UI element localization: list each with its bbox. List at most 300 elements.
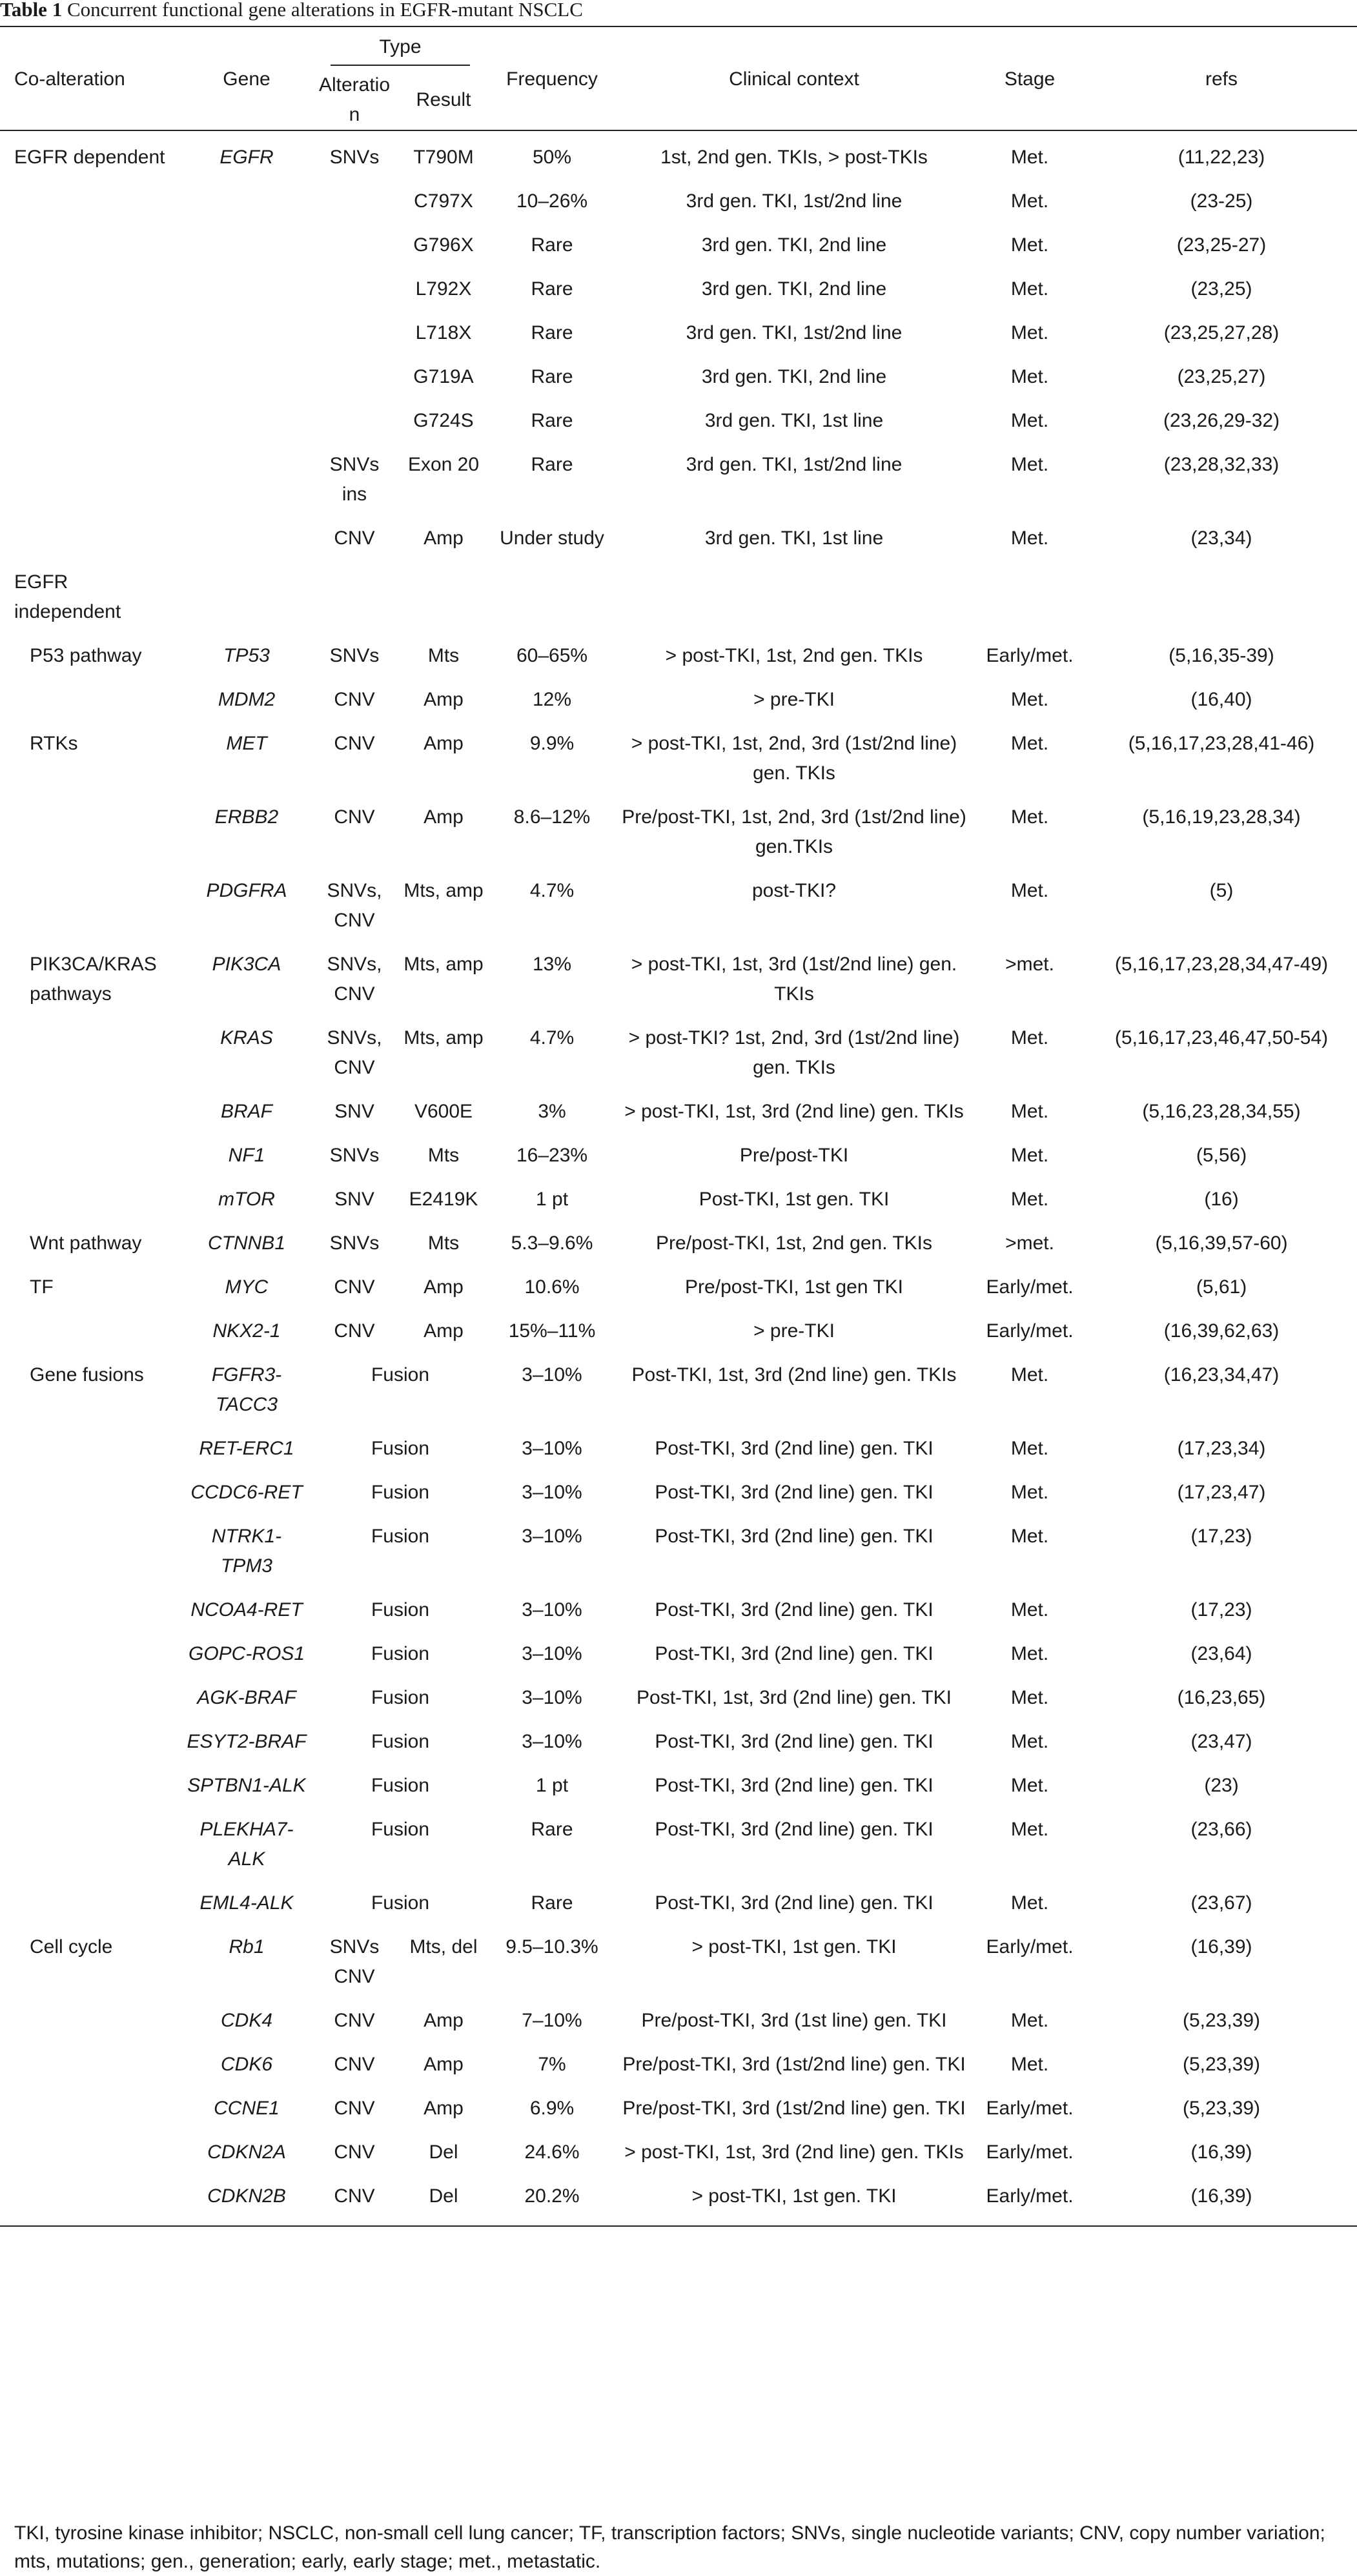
clinical-context-cell: 3rd gen. TKI, 2nd line: [701, 234, 887, 256]
alteration-cell: CNV: [334, 1276, 375, 1298]
gene-cell: AGK-BRAF: [197, 1687, 296, 1708]
co-alteration-cell: [0, 1522, 182, 1595]
refs-cell: (17,23,34): [1177, 1438, 1266, 1459]
refs-cell: (5,16,17,23,28,41-46): [1128, 733, 1315, 754]
clinical-context-cell: Post-TKI, 1st, 3rd (2nd line) gen. TKIs: [631, 1364, 957, 1385]
frequency-cell: 4.7%: [529, 1027, 575, 1048]
alteration-cell: SNVs, CNV: [327, 1027, 382, 1078]
gene-cell: PIK3CA: [212, 954, 281, 975]
co-alteration-cell: [0, 2050, 182, 2094]
table-row: [0, 1888, 1357, 1932]
stage-cell: Met.: [1010, 1027, 1049, 1048]
refs-cell: (5,16,17,23,28,34,47-49): [1114, 954, 1329, 975]
clinical-context-cell: Post-TKI, 3rd (2nd line) gen. TKI: [655, 1775, 934, 1796]
gene-cell: [182, 362, 311, 406]
clinical-context-cell: > post-TKI, 1st gen. TKI: [691, 1936, 897, 1958]
clinical-context-cell: 3rd gen. TKI, 2nd line: [701, 278, 887, 300]
alteration-cell: [311, 274, 398, 318]
stage-cell: Met.: [1010, 2010, 1049, 2031]
frequency-cell: 10–26%: [516, 190, 588, 212]
table-row: [0, 362, 1357, 406]
refs-cell: (5,23,39): [1182, 2010, 1261, 2031]
gene-cell: CDK4: [220, 2010, 273, 2031]
table-row: [0, 802, 1357, 876]
frequency-cell: 3–10%: [522, 1364, 582, 1385]
co-alteration-cell: [0, 876, 182, 950]
co-alteration-cell: [0, 187, 182, 230]
alteration-cell: CNV: [334, 2142, 375, 2163]
alteration-cell: CNV: [334, 1320, 375, 1342]
alteration-cell: [311, 362, 398, 406]
frequency-cell: 3%: [538, 1101, 566, 1122]
table-caption: [0, 0, 1357, 25]
refs-cell: (23,66): [1190, 1819, 1252, 1840]
alterations-table: [0, 26, 1357, 2227]
table-row: [0, 2050, 1357, 2094]
frequency-cell: 3–10%: [522, 1438, 582, 1459]
table-row: [0, 1360, 1357, 1434]
co-alteration-cell: [0, 1141, 182, 1185]
refs-cell: (5,16,39,57-60): [1155, 1232, 1288, 1254]
table-row: [0, 1229, 1357, 1273]
clinical-context-cell: Pre/post-TKI, 1st, 2nd gen. TKIs: [656, 1232, 932, 1254]
alteration-cell: SNVs: [329, 1232, 380, 1254]
table-row: [0, 1639, 1357, 1683]
stage-cell: Met.: [1010, 147, 1049, 168]
gene-cell: [182, 524, 311, 567]
refs-cell: (16,39): [1190, 1936, 1252, 1958]
table-row: [0, 1273, 1357, 1316]
table-row: [0, 1522, 1357, 1595]
result-cell: Amp: [423, 806, 464, 828]
table-row: [0, 450, 1357, 524]
alteration-cell: SNVs, CNV: [327, 880, 382, 931]
table-row: [0, 641, 1357, 685]
result-cell: Mts: [427, 1145, 460, 1166]
fusion-type-cell: Fusion: [371, 1687, 430, 1708]
gene-cell: mTOR: [218, 1189, 275, 1210]
table-row: [0, 1434, 1357, 1478]
table-row: [0, 406, 1357, 450]
alteration-cell: CNV: [334, 2054, 375, 2075]
gene-cell: GOPC-ROS1: [188, 1643, 305, 1664]
gene-cell: [182, 450, 311, 524]
co-alteration-cell: [0, 1727, 182, 1771]
gene-cell: MDM2: [218, 689, 276, 710]
clinical-context-cell: Post-TKI, 3rd (2nd line) gen. TKI: [655, 1438, 934, 1459]
result-cell: Amp: [423, 2054, 464, 2075]
result-cell: Amp: [423, 527, 464, 549]
refs-cell: (5,61): [1196, 1276, 1247, 1298]
table-row: [0, 1141, 1357, 1185]
fusion-type-cell: Fusion: [371, 1526, 430, 1547]
fusion-type-cell: Fusion: [371, 1643, 430, 1664]
co-alteration-cell: [0, 524, 182, 567]
table-footnote: TKI, tyrosine kinase inhibitor; NSCLC, non-small cell lung cancer; TF, transcription factors; SNVs, single nucleotide variants; CNV, copy number variation; mts, mutations; gen., generation; early, early stage; met., metastatic.: [14, 2522, 1325, 2572]
stage-cell: Met.: [1010, 1775, 1049, 1796]
frequency-cell: Rare: [531, 454, 573, 475]
stage-cell: Met.: [1010, 1731, 1049, 1752]
gene-cell: MYC: [225, 1276, 269, 1298]
frequency-cell: Rare: [531, 234, 573, 256]
co-alteration-cell: [0, 1434, 182, 1478]
co-alteration-cell: TF: [30, 1276, 54, 1298]
clinical-context-cell: 3rd gen. TKI, 1st/2nd line: [686, 322, 903, 343]
refs-cell: (23): [1204, 1775, 1239, 1796]
clinical-context-cell: > post-TKI, 1st, 2nd, 3rd (1st/2nd line) gen. TKIs: [631, 733, 957, 784]
gene-cell: CTNNB1: [207, 1232, 285, 1254]
result-cell: Amp: [423, 1320, 464, 1342]
gene-cell: EGFR: [219, 147, 274, 168]
result-cell: Exon 20: [407, 454, 480, 475]
result-cell: Mts: [427, 1232, 460, 1254]
frequency-cell: 12%: [532, 689, 572, 710]
co-alteration-cell: RTKs: [30, 733, 78, 754]
gene-cell: RET-ERC1: [199, 1438, 294, 1459]
table-row: [0, 130, 1357, 187]
result-cell: T790M: [413, 147, 474, 168]
table-row: [0, 2006, 1357, 2050]
frequency-cell: 9.9%: [529, 733, 575, 754]
stage-cell: Met.: [1010, 1101, 1049, 1122]
result-cell: Mts, amp: [403, 954, 484, 975]
result-cell: Amp: [423, 2098, 464, 2119]
refs-cell: (23,28,32,33): [1163, 454, 1280, 475]
clinical-context-cell: > post-TKI, 1st, 3rd (2nd line) gen. TKIs: [624, 1101, 964, 1122]
stage-cell: Met.: [1010, 190, 1049, 212]
gene-cell: KRAS: [220, 1027, 273, 1048]
clinical-context-cell: > post-TKI? 1st, 2nd, 3rd (1st/2nd line) gen. TKIs: [628, 1027, 960, 1078]
co-alteration-cell: [0, 1771, 182, 1815]
clinical-context-cell: Post-TKI, 3rd (2nd line) gen. TKI: [655, 1643, 934, 1664]
clinical-context-cell: 3rd gen. TKI, 1st line: [704, 527, 884, 549]
stage-cell: Met.: [1010, 234, 1049, 256]
co-alteration-cell: [0, 1639, 182, 1683]
fusion-type-cell: Fusion: [371, 1731, 430, 1752]
clinical-context-cell: [615, 567, 974, 641]
gene-cell: CCDC6-RET: [190, 1482, 303, 1503]
frequency-cell: 3–10%: [522, 1482, 582, 1503]
co-alteration-cell: Gene fusions: [30, 1364, 144, 1385]
table-row: [0, 1023, 1357, 1097]
co-alteration-cell: [0, 2006, 182, 2050]
result-cell: G796X: [413, 234, 474, 256]
refs-cell: (5,56): [1196, 1145, 1247, 1166]
refs-cell: (23,25): [1190, 278, 1252, 300]
frequency-cell: 20.2%: [524, 2185, 580, 2207]
result-cell: Amp: [423, 2010, 464, 2031]
table-row: [0, 2138, 1357, 2182]
table-row: [0, 1185, 1357, 1229]
result-cell: Amp: [423, 733, 464, 754]
refs-cell: (5,16,23,28,34,55): [1142, 1101, 1301, 1122]
table-row: [0, 1771, 1357, 1815]
co-alteration-cell: [0, 1316, 182, 1360]
fusion-type-cell: Fusion: [371, 1892, 430, 1914]
co-alteration-cell: [0, 1478, 182, 1522]
frequency-cell: 60–65%: [516, 645, 588, 666]
refs-cell: (16,23,65): [1177, 1687, 1266, 1708]
result-cell: E2419K: [409, 1189, 478, 1210]
gene-cell: EML4-ALK: [199, 1892, 294, 1914]
clinical-context-cell: Post-TKI, 1st, 3rd (2nd line) gen. TKI: [637, 1687, 952, 1708]
co-alteration-cell: [0, 2138, 182, 2182]
header-type-label: Type: [331, 32, 470, 66]
result-cell: Mts, amp: [403, 880, 484, 901]
stage-cell: Met.: [1010, 880, 1049, 901]
table-row: [0, 230, 1357, 274]
frequency-cell: 3–10%: [522, 1643, 582, 1664]
alteration-cell: SNV: [334, 1189, 374, 1210]
clinical-context-cell: Pre/post-TKI, 1st gen TKI: [685, 1276, 903, 1298]
alteration-cell: SNVs ins: [329, 454, 380, 505]
clinical-context-cell: > post-TKI, 1st, 3rd (1st/2nd line) gen. TKIs: [631, 954, 957, 1005]
alteration-cell: CNV: [334, 806, 375, 828]
alteration-cell: CNV: [334, 2098, 375, 2119]
table-row: [0, 1316, 1357, 1360]
refs-cell: (5,23,39): [1182, 2054, 1261, 2075]
table-row: [0, 1683, 1357, 1727]
frequency-cell: 3–10%: [522, 1526, 582, 1547]
co-alteration-cell: [0, 450, 182, 524]
gene-cell: [182, 274, 311, 318]
co-alteration-cell: [0, 1888, 182, 1932]
co-alteration-cell: [0, 318, 182, 362]
clinical-context-cell: 1st, 2nd gen. TKIs, > post-TKIs: [660, 147, 928, 168]
co-alteration-cell: [0, 1185, 182, 1229]
stage-cell: Early/met.: [986, 645, 1074, 666]
gene-cell: CCNE1: [214, 2098, 280, 2119]
clinical-context-cell: > pre-TKI: [753, 1320, 835, 1342]
gene-cell: ESYT2-BRAF: [187, 1731, 307, 1752]
co-alteration-cell: Wnt pathway: [30, 1232, 142, 1254]
table-row: [0, 318, 1357, 362]
co-alteration-cell: EGFR dependent: [14, 147, 165, 168]
stage-cell: Met.: [1010, 733, 1049, 754]
alteration-cell: CNV: [334, 2010, 375, 2031]
refs-cell: (23,47): [1190, 1731, 1252, 1752]
result-cell: Del: [429, 2185, 458, 2207]
co-alteration-cell: [0, 230, 182, 274]
table-row: [0, 567, 1357, 641]
clinical-context-cell: Post-TKI, 3rd (2nd line) gen. TKI: [655, 1892, 934, 1914]
result-cell: Amp: [423, 1276, 464, 1298]
clinical-context-cell: > pre-TKI: [753, 689, 835, 710]
frequency-cell: Rare: [531, 1819, 573, 1840]
stage-cell: Early/met.: [986, 1936, 1074, 1958]
fusion-type-cell: Fusion: [371, 1775, 430, 1796]
clinical-context-cell: 3rd gen. TKI, 2nd line: [701, 366, 887, 387]
alteration-cell: SNVs CNV: [329, 1936, 380, 1987]
result-cell: Mts, del: [409, 1936, 478, 1958]
stage-cell: Met.: [1010, 1687, 1049, 1708]
result-cell: [398, 567, 489, 641]
refs-cell: (23,25-27): [1176, 234, 1267, 256]
result-cell: V600E: [414, 1101, 473, 1122]
refs-cell: (16,39): [1190, 2142, 1252, 2163]
result-cell: C797X: [414, 190, 473, 212]
stage-cell: Met.: [1010, 1482, 1049, 1503]
clinical-context-cell: post-TKI?: [751, 880, 837, 901]
stage-cell: Met.: [1010, 1438, 1049, 1459]
table-row: [0, 950, 1357, 1023]
stage-cell: Early/met.: [986, 2098, 1074, 2119]
clinical-context-cell: Post-TKI, 3rd (2nd line) gen. TKI: [655, 1526, 934, 1547]
clinical-context-cell: 3rd gen. TKI, 1st/2nd line: [686, 190, 903, 212]
co-alteration-cell: [0, 1097, 182, 1141]
refs-cell: (23,34): [1190, 527, 1252, 549]
refs-cell: (17,23): [1190, 1599, 1252, 1620]
fusion-type-cell: Fusion: [371, 1819, 430, 1840]
frequency-cell: 8.6–12%: [513, 806, 591, 828]
frequency-cell: 6.9%: [529, 2098, 575, 2119]
frequency-cell: 4.7%: [529, 880, 575, 901]
stage-cell: Met.: [1010, 454, 1049, 475]
fusion-type-cell: Fusion: [371, 1482, 430, 1503]
frequency-cell: 3–10%: [522, 1599, 582, 1620]
table-row: [0, 1932, 1357, 2006]
table-row: [0, 1097, 1357, 1141]
gene-cell: [182, 318, 311, 362]
table-row: [0, 2182, 1357, 2226]
clinical-context-cell: > post-TKI, 1st gen. TKI: [691, 2185, 897, 2207]
alteration-cell: SNVs: [329, 147, 380, 168]
frequency-cell: Under study: [500, 527, 604, 549]
frequency-cell: 15%–11%: [508, 1320, 596, 1342]
result-cell: Amp: [423, 689, 464, 710]
gene-cell: Rb1: [229, 1936, 265, 1958]
table-header: [0, 26, 1357, 130]
gene-cell: CDKN2A: [207, 2142, 286, 2163]
stage-cell: Met.: [1010, 1189, 1049, 1210]
table-row: [0, 1727, 1357, 1771]
co-alteration-cell: [0, 274, 182, 318]
frequency-cell: 24.6%: [524, 2142, 580, 2163]
gene-cell: [182, 230, 311, 274]
co-alteration-cell: [0, 1815, 182, 1888]
co-alteration-cell: [0, 2182, 182, 2226]
gene-cell: CDKN2B: [207, 2185, 286, 2207]
alteration-cell: CNV: [334, 733, 375, 754]
clinical-context-cell: Post-TKI, 3rd (2nd line) gen. TKI: [655, 1731, 934, 1752]
stage-cell: [974, 567, 1086, 641]
result-cell: G724S: [413, 410, 474, 431]
header-co-alteration: Co-alteration: [14, 68, 125, 90]
gene-cell: ERBB2: [214, 806, 279, 828]
result-cell: Mts, amp: [403, 1027, 484, 1048]
result-cell: L718X: [415, 322, 472, 343]
stage-cell: Met.: [1010, 1364, 1049, 1385]
table-title: Concurrent functional gene alterations in EGFR-mutant NSCLC: [66, 0, 583, 21]
stage-cell: Met.: [1010, 689, 1049, 710]
gene-cell: CDK6: [220, 2054, 273, 2075]
co-alteration-cell: [0, 802, 182, 876]
stage-cell: Met.: [1010, 2054, 1049, 2075]
clinical-context-cell: Pre/post-TKI, 3rd (1st line) gen. TKI: [641, 2010, 947, 2031]
header-type: [311, 26, 489, 68]
refs-cell: (16,23,34,47): [1163, 1364, 1280, 1385]
gene-cell: SPTBN1-ALK: [187, 1775, 306, 1796]
gene-cell: PDGFRA: [206, 880, 287, 901]
gene-cell: FGFR3-TACC3: [211, 1364, 282, 1415]
alteration-cell: [311, 187, 398, 230]
gene-cell: TP53: [223, 645, 270, 666]
refs-cell: (5,16,17,23,46,47,50-54): [1114, 1027, 1329, 1048]
gene-cell: [182, 567, 311, 641]
table-row: [0, 524, 1357, 567]
clinical-context-cell: Pre/post-TKI: [739, 1145, 849, 1166]
refs-cell: (23,67): [1190, 1892, 1252, 1914]
fusion-type-cell: Fusion: [371, 1599, 430, 1620]
alteration-cell: SNVs, CNV: [327, 954, 382, 1005]
frequency-cell: Rare: [531, 278, 573, 300]
result-cell: Del: [429, 2142, 458, 2163]
alteration-cell: SNVs: [329, 1145, 380, 1166]
alteration-cell: CNV: [334, 2185, 375, 2207]
table-row: [0, 274, 1357, 318]
gene-cell: [182, 187, 311, 230]
header-stage: Stage: [1004, 68, 1056, 90]
gene-cell: PLEKHA7-ALK: [199, 1819, 294, 1870]
co-alteration-cell: [0, 685, 182, 729]
frequency-cell: 5.3–9.6%: [511, 1232, 593, 1254]
result-cell: L792X: [415, 278, 472, 300]
frequency-cell: 10.6%: [524, 1276, 580, 1298]
stage-cell: >met.: [1005, 954, 1054, 975]
stage-cell: Met.: [1010, 806, 1049, 828]
refs-cell: (11,22,23): [1178, 147, 1265, 168]
stage-cell: Early/met.: [986, 2185, 1074, 2207]
clinical-context-cell: 3rd gen. TKI, 1st/2nd line: [686, 454, 903, 475]
co-alteration-cell: [0, 1023, 182, 1097]
frequency-cell: 7–10%: [522, 2010, 582, 2031]
co-alteration-cell: P53 pathway: [30, 645, 142, 666]
table-row: [0, 1595, 1357, 1639]
stage-cell: Met.: [1010, 1643, 1049, 1664]
table-row: [0, 729, 1357, 802]
co-alteration-cell: [0, 406, 182, 450]
clinical-context-cell: Post-TKI, 3rd (2nd line) gen. TKI: [655, 1599, 934, 1620]
clinical-context-cell: Post-TKI, 1st gen. TKI: [699, 1189, 890, 1210]
alteration-cell: SNV: [334, 1101, 374, 1122]
refs-cell: (23-25): [1190, 190, 1253, 212]
header-clinical-context: Clinical context: [729, 68, 859, 90]
clinical-context-cell: 3rd gen. TKI, 1st line: [704, 410, 884, 431]
alteration-cell: CNV: [334, 689, 375, 710]
refs-cell: (17,23): [1190, 1526, 1252, 1547]
alteration-cell: [311, 406, 398, 450]
header-refs: refs: [1205, 68, 1238, 90]
stage-cell: Early/met.: [986, 2142, 1074, 2163]
co-alteration-cell: EGFR independent: [14, 571, 121, 622]
frequency-cell: 50%: [532, 147, 572, 168]
stage-cell: Met.: [1010, 1892, 1049, 1914]
stage-cell: Early/met.: [986, 1320, 1074, 1342]
frequency-cell: Rare: [531, 1892, 573, 1914]
stage-cell: Met.: [1010, 322, 1049, 343]
refs-cell: (17,23,47): [1177, 1482, 1266, 1503]
table-row: [0, 187, 1357, 230]
clinical-context-cell: Pre/post-TKI, 1st, 2nd, 3rd (1st/2nd line) gen.TKIs: [622, 806, 966, 857]
clinical-context-cell: Pre/post-TKI, 3rd (1st/2nd line) gen. TKI: [622, 2098, 966, 2119]
stage-cell: Met.: [1010, 1526, 1049, 1547]
alteration-cell: SNVs: [329, 645, 380, 666]
gene-cell: NTRK1-TPM3: [211, 1526, 282, 1577]
alteration-cell: [311, 567, 398, 641]
frequency-cell: Rare: [531, 366, 573, 387]
refs-cell: (16,39,62,63): [1163, 1320, 1280, 1342]
result-cell: Mts: [427, 645, 460, 666]
